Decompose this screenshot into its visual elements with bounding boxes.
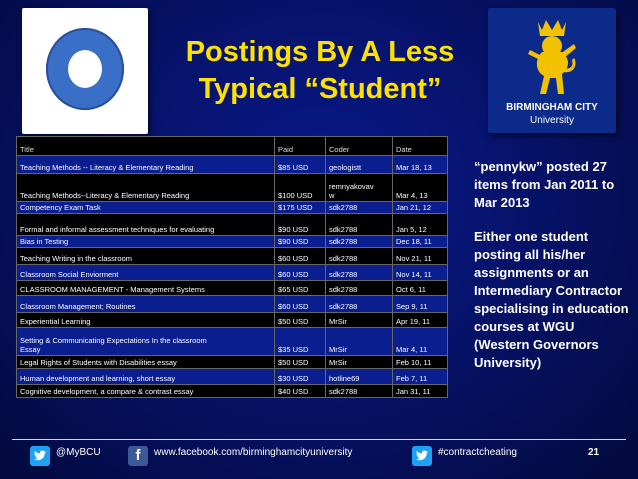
cell-coder: MrSir [326, 356, 393, 369]
cell-coder: sdk2788 [326, 202, 393, 214]
facebook-icon[interactable]: f [128, 446, 148, 466]
hashtag[interactable]: #contractcheating [438, 447, 517, 458]
cell-title: Classroom Management; Routines [17, 296, 275, 313]
table-row [17, 313, 448, 328]
logo-ring-icon [46, 28, 124, 110]
cell-coder: sdk2788 [326, 214, 393, 236]
cell-coder: sdk2788 [326, 236, 393, 248]
twitter-icon[interactable] [30, 446, 50, 466]
slide-title [160, 34, 480, 108]
cell-paid: $30 USD [275, 369, 326, 385]
cell-paid: $100 USD [275, 174, 326, 202]
cell-coder: sdk2788 [326, 265, 393, 281]
table-row [17, 369, 448, 385]
cell-date: Sep 9, 11 [393, 296, 448, 313]
cell-coder: hotline69 [326, 369, 393, 385]
twitter-hashtag-icon[interactable] [412, 446, 432, 466]
table-row [17, 156, 448, 174]
cell-title: Teaching Methods -- Literacy & Elementary Reading [17, 156, 275, 174]
cell-date: Feb 7, 11 [393, 369, 448, 385]
lion-crest-icon [520, 16, 584, 100]
cell-date: Jan 31, 11 [393, 385, 448, 398]
cell-paid: $90 USD [275, 214, 326, 236]
cell-date: Oct 6, 11 [393, 281, 448, 296]
footer [0, 443, 638, 473]
cell-title: Experiential Learning [17, 313, 275, 328]
table-row [17, 265, 448, 281]
table-row [17, 236, 448, 248]
open-university-logo [22, 8, 148, 134]
cell-title: Competency Exam Task [17, 202, 275, 214]
table-row [17, 281, 448, 296]
header-paid: Paid [275, 137, 326, 156]
cell-date: Mar 18, 13 [393, 156, 448, 174]
title-line-1: Postings By A Less [185, 36, 455, 68]
cell-title: Classroom Social Enviorment [17, 265, 275, 281]
cell-paid: $175 USD [275, 202, 326, 214]
side-paragraph-1: “pennykw” posted 27 items from Jan 2011 to Mar 2013 [474, 159, 615, 210]
table-row [17, 214, 448, 236]
side-paragraph-2: Either one student posting all his/her assignments or an Intermediary Contractor specialising in education courses at WGU (Western Governors University) [474, 229, 629, 370]
twitter-handle[interactable]: @MyBCU [56, 447, 101, 458]
cell-coder: sdk2788 [326, 281, 393, 296]
cell-paid: $40 USD [275, 385, 326, 398]
table-header-row [17, 137, 448, 156]
cell-title: Teaching Writing in the classroom [17, 248, 275, 265]
facebook-link[interactable]: www.facebook.com/birminghamcityuniversity [154, 447, 353, 458]
side-commentary [474, 158, 632, 388]
cell-coder: sdk2788 [326, 385, 393, 398]
cell-date: Mar 4, 13 [393, 174, 448, 202]
postings-table [16, 136, 448, 398]
header-date: Date [393, 137, 448, 156]
cell-date: Jan 21, 12 [393, 202, 448, 214]
cell-paid: $60 USD [275, 248, 326, 265]
cell-coder: MrSir [326, 328, 393, 356]
cell-paid: $60 USD [275, 265, 326, 281]
cell-paid: $50 USD [275, 313, 326, 328]
cell-date: Dec 18, 11 [393, 236, 448, 248]
cell-date: Feb 10, 11 [393, 356, 448, 369]
table-row [17, 328, 448, 356]
cell-title: Bias in Testing [17, 236, 275, 248]
cell-paid: $50 USD [275, 356, 326, 369]
table-row [17, 296, 448, 313]
cell-paid: $35 USD [275, 328, 326, 356]
cell-date: Mar 4, 11 [393, 328, 448, 356]
university-name-line-2: University [530, 115, 574, 126]
title-line-2: Typical “Student” [198, 73, 442, 105]
header-title: Title [17, 137, 275, 156]
cell-coder: sdk2788 [326, 248, 393, 265]
cell-title: Human development and learning, short essay [17, 369, 275, 385]
cell-paid: $60 USD [275, 296, 326, 313]
cell-title: Teaching Methods--Literacy & Elementary Reading [17, 174, 275, 202]
cell-paid: $85 USD [275, 156, 326, 174]
table-row [17, 174, 448, 202]
cell-coder: remnyakovav w [326, 174, 393, 202]
cell-date: Nov 21, 11 [393, 248, 448, 265]
cell-date: Jan 5, 12 [393, 214, 448, 236]
table-row [17, 385, 448, 398]
footer-divider [12, 439, 626, 440]
cell-coder: sdk2788 [326, 296, 393, 313]
table-row [17, 202, 448, 214]
birmingham-city-university-logo [488, 8, 616, 133]
header-coder: Coder [326, 137, 393, 156]
cell-title: Setting & Communicating Expectations In the classroom Essay [17, 328, 275, 356]
cell-title: Legal Rights of Students with Disabilities essay [17, 356, 275, 369]
university-name-line-1: BIRMINGHAM CITY [506, 102, 598, 113]
page-number: 21 [588, 447, 600, 458]
cell-coder: geologistt [326, 156, 393, 174]
cell-title: Cognitive development, a compare & contrast essay [17, 385, 275, 398]
cell-title: CLASSROOM MANAGEMENT - Management Systems [17, 281, 275, 296]
table-row [17, 248, 448, 265]
cell-date: Nov 14, 11 [393, 265, 448, 281]
table-row [17, 356, 448, 369]
table-body [17, 156, 448, 398]
cell-coder: MrSir [326, 313, 393, 328]
cell-title: Formal and informal assessment techniques for evaluating [17, 214, 275, 236]
cell-paid: $65 USD [275, 281, 326, 296]
cell-date: Apr 19, 11 [393, 313, 448, 328]
cell-paid: $90 USD [275, 236, 326, 248]
